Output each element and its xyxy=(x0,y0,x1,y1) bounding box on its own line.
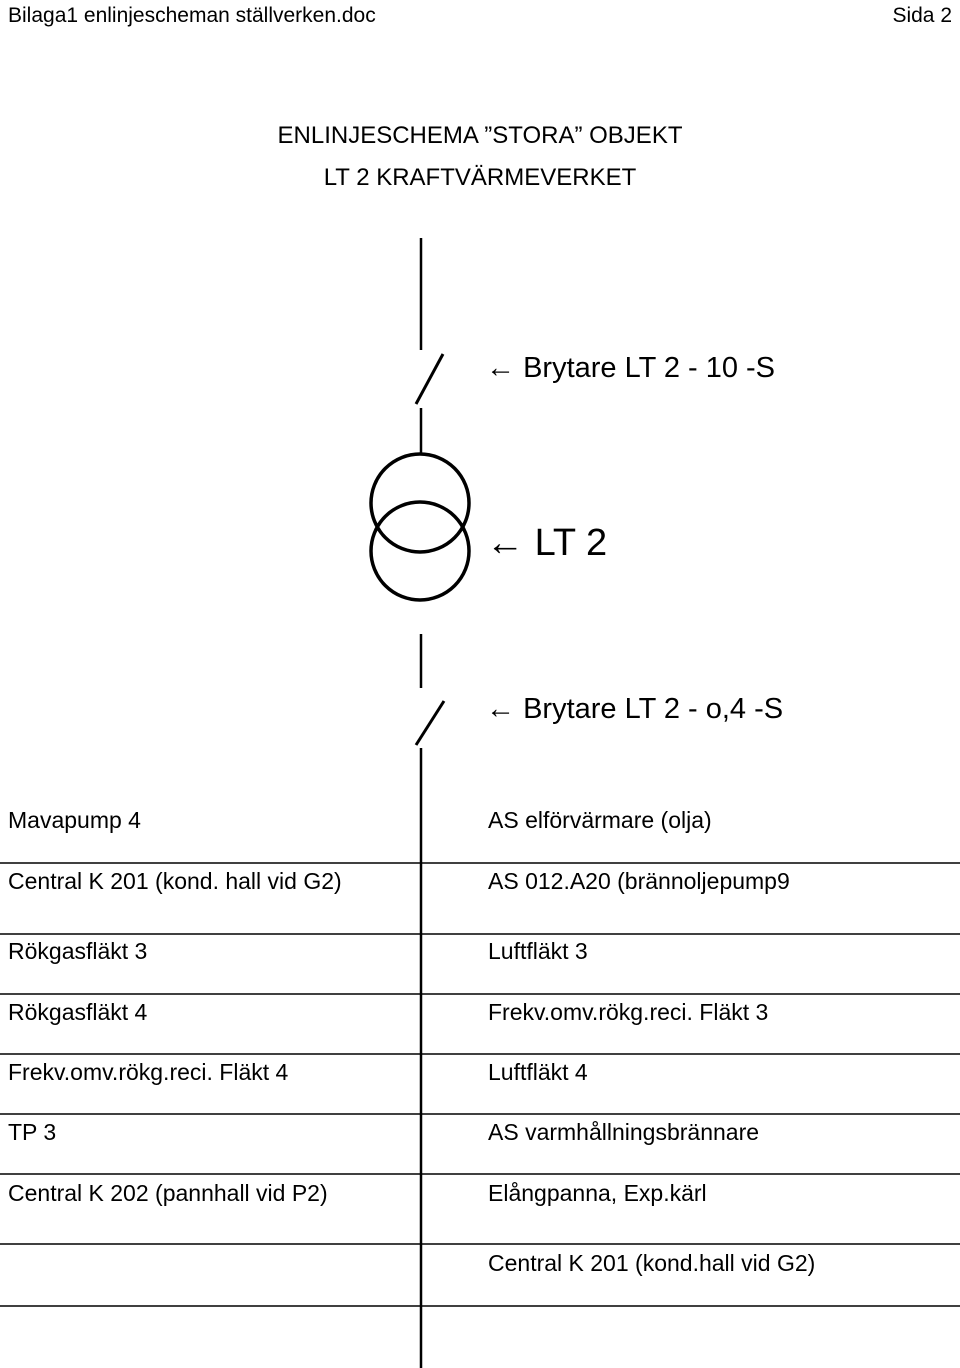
left-item-1: Mavapump 4 xyxy=(8,807,141,833)
left-item-7: Central K 202 (pannhall vid P2) xyxy=(8,1180,328,1206)
breaker-bottom-label: ← Brytare LT 2 - o,4 -S xyxy=(486,693,784,725)
breaker-top-symbol xyxy=(416,354,443,404)
right-item-8: Central K 201 (kond.hall vid G2) xyxy=(488,1250,816,1276)
right-item-6: AS varmhållningsbrännare xyxy=(488,1119,760,1145)
left-item-6: TP 3 xyxy=(8,1119,57,1145)
left-item-5: Frekv.omv.rökg.reci. Fläkt 4 xyxy=(8,1059,289,1085)
right-item-7: Elångpanna, Exp.kärl xyxy=(488,1180,707,1206)
arrow-left-icon: ← xyxy=(486,693,515,725)
breaker-bottom-symbol xyxy=(416,701,444,745)
arrow-left-icon: ← xyxy=(486,522,524,564)
page-number: Sida 2 xyxy=(892,4,952,27)
document-filename: Bilaga1 enlinjescheman ställverken.doc xyxy=(8,4,376,27)
right-item-4: Frekv.omv.rökg.reci. Fläkt 3 xyxy=(488,999,769,1025)
right-item-1: AS elförvärmare (olja) xyxy=(488,807,712,833)
arrow-left-icon: ← xyxy=(486,352,515,384)
right-item-5: Luftfläkt 4 xyxy=(488,1059,588,1085)
right-item-2: AS 012.A20 (brännoljepump9 xyxy=(488,868,790,894)
left-item-4: Rökgasfläkt 4 xyxy=(8,999,148,1025)
right-item-3: Luftfläkt 3 xyxy=(488,938,588,964)
left-item-3: Rökgasfläkt 3 xyxy=(8,938,148,964)
left-item-2: Central K 201 (kond. hall vid G2) xyxy=(8,868,342,894)
diagram-subtitle: LT 2 KRAFTVÄRMEVERKET xyxy=(323,164,637,191)
diagram-title: ENLINJESCHEMA ”STORA” OBJEKT xyxy=(277,122,683,149)
breaker-top-label: ← Brytare LT 2 - 10 -S xyxy=(486,352,776,384)
transformer-label: ← LT 2 xyxy=(486,522,608,564)
